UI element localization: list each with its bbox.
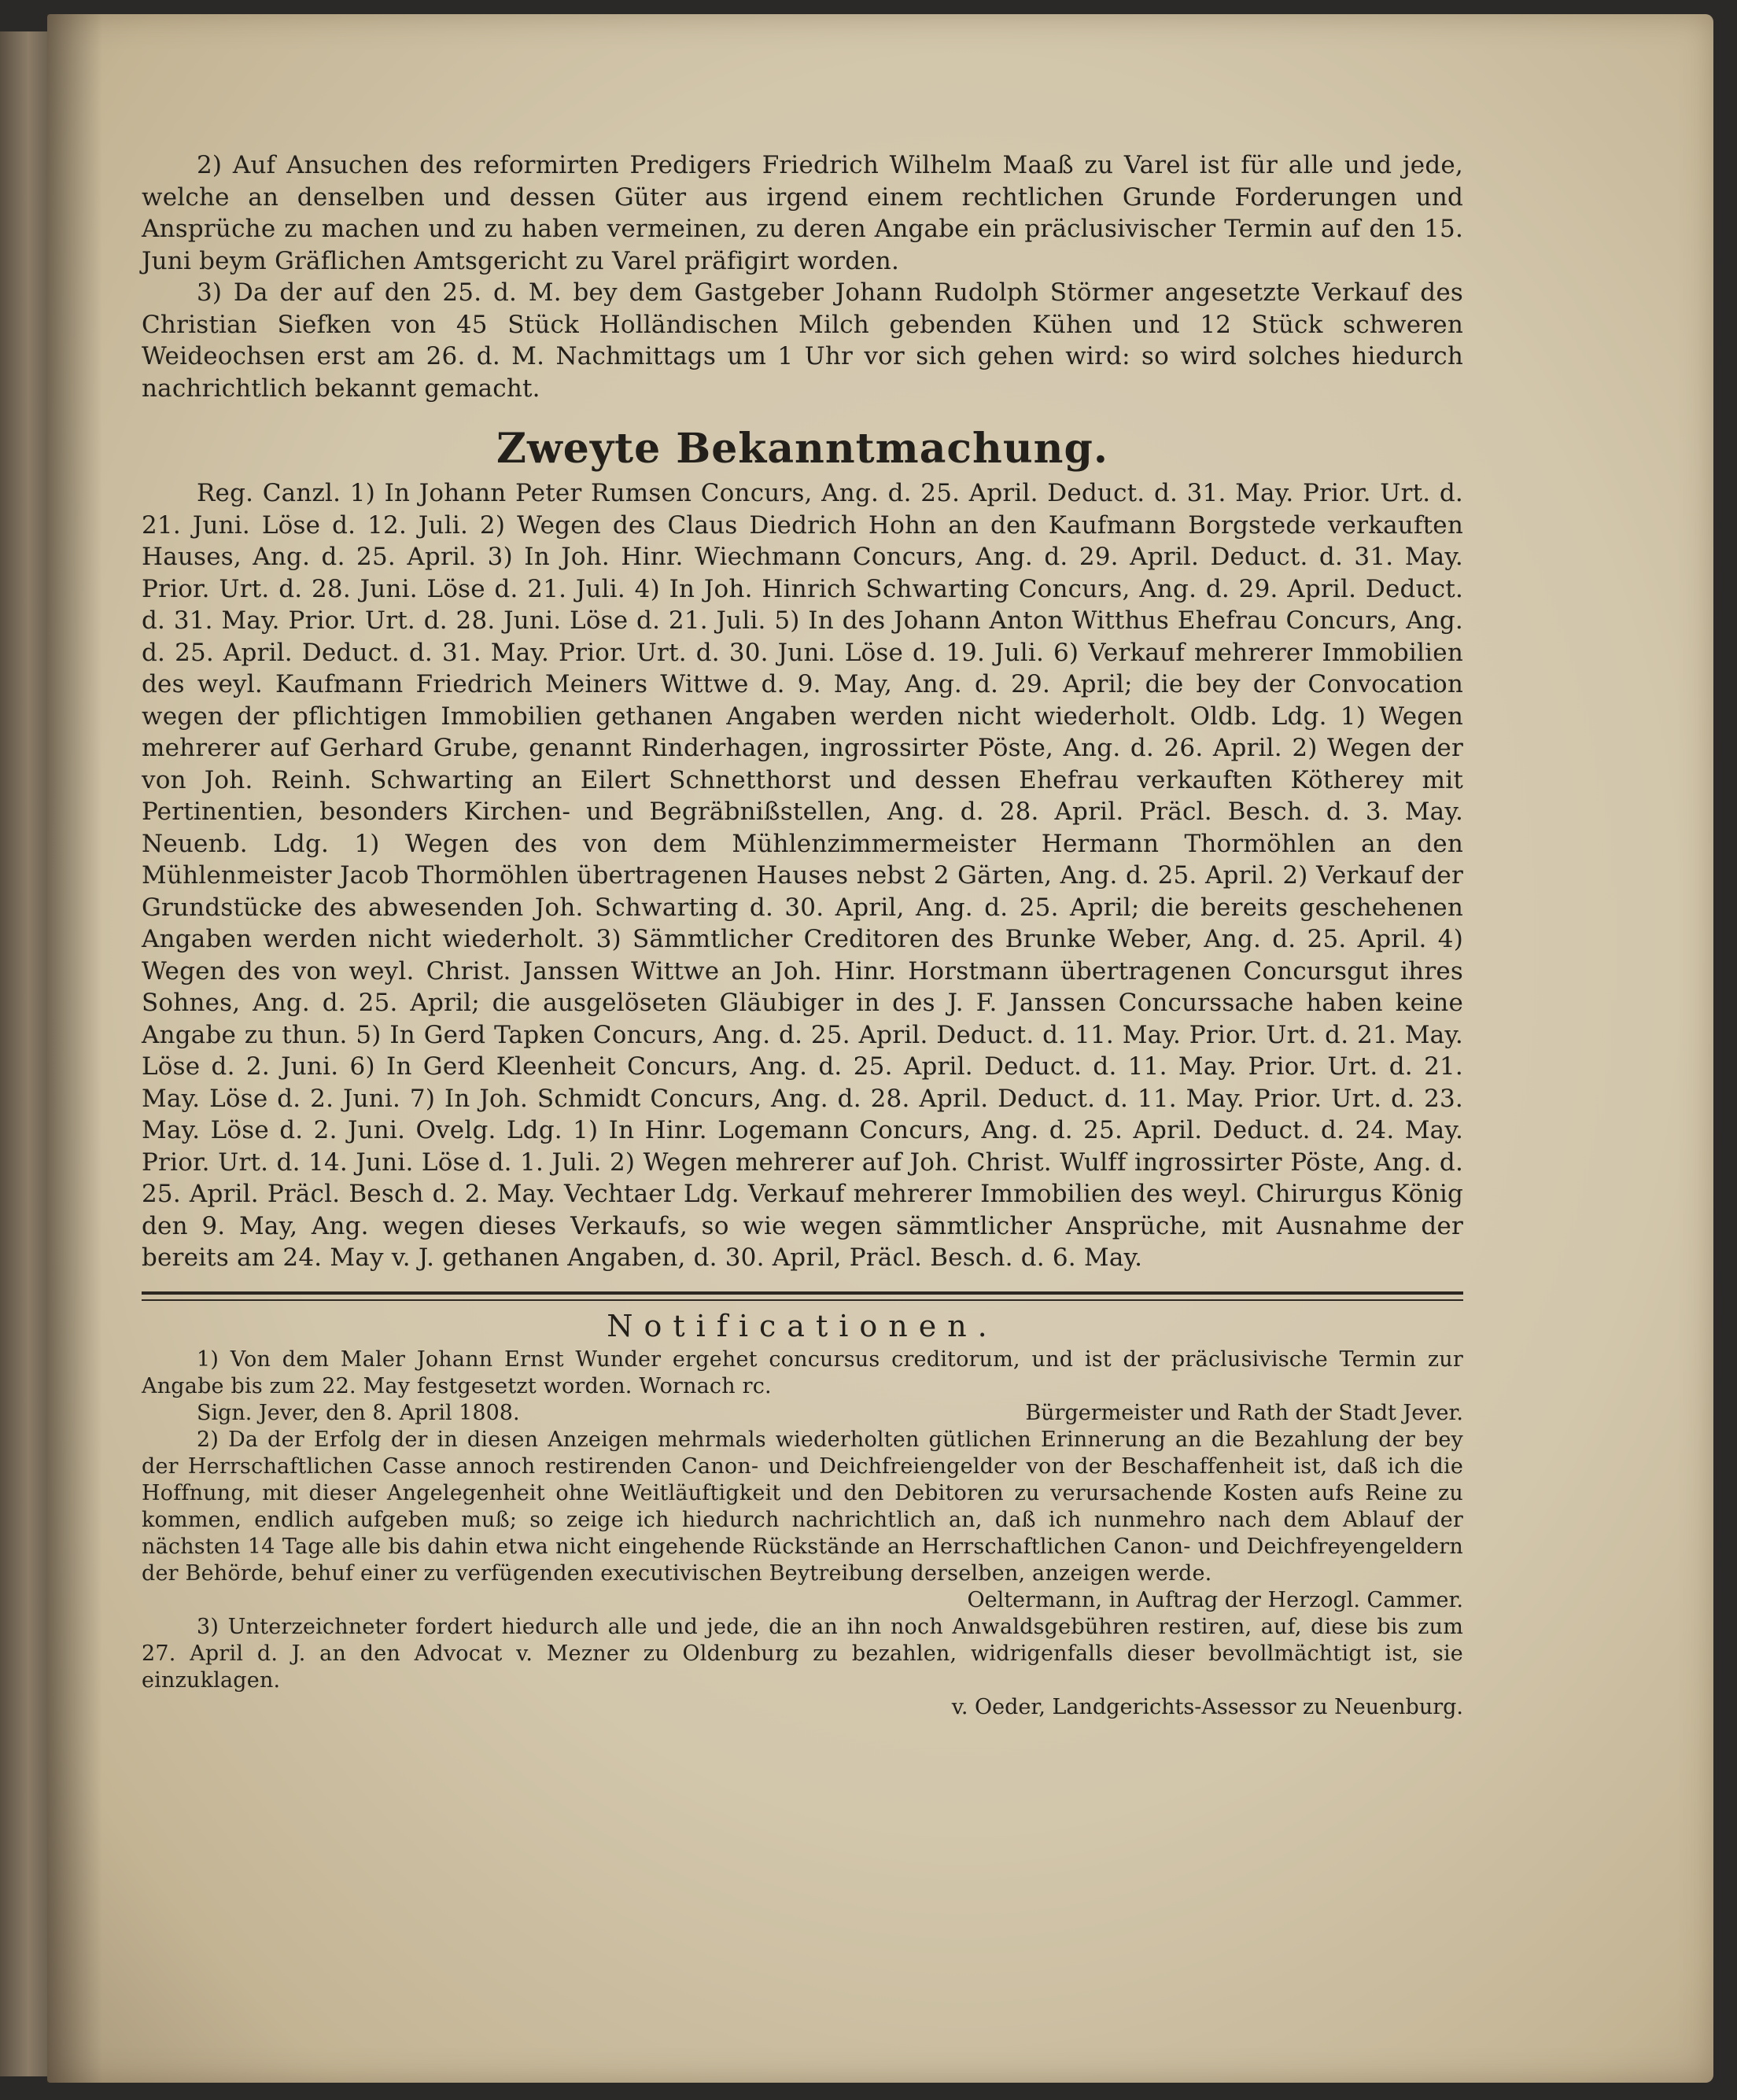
- notice-paragraph-2: 2) Auf Ansuchen des reformirten Predigers Friedrich Wilhelm Maaß zu Varel ist für alle und jede, welche an denselben und dessen Güter aus irgend einem rechtlichen Grunde Forderungen und Ansprüche zu machen und zu haben vermeinen, zu deren Angabe ein präclusivischer Termin auf den 15. Juni beym Gräflichen Amtsgericht zu Varel präfigirt worden.: [142, 151, 1463, 275]
- notification-1-signature: [142, 1400, 1463, 1427]
- section-body: Reg. Canzl. 1) In Johann Peter Rumsen Concurs, Ang. d. 25. April. Deduct. d. 31. May. Prior. Urt. d. 21. Juni. Löse d. 12. Juli. 2) Wegen des Claus Diedrich Hohn an den Kaufmann Borgstede verkauften Hauses, Ang. d. 25. April. 3) In Joh. Hinr. Wiechmann Concurs, Ang. d. 29. April. Deduct. d. 31. May. Prior. Urt. d. 28. Juni. Löse d. 21. Juli. 4) In Joh. Hinrich Schwarting Concurs, Ang. d. 29. April. Deduct. d. 31. May. Prior. Urt. d. 28. Juni. Löse d. 21. Juli. 5) In des Johann Anton Witthus Ehefrau Concurs, Ang. d. 25. April. Deduct. d. 31. May. Prior. Urt. d. 30. Juni. Löse d. 19. Juli. 6) Verkauf mehrerer Immobilien des weyl. Kaufmann Friedrich Meiners Wittwe d. 9. May, Ang. d. 29. April; die bey der Convocation wegen der pflichtigen Immobilien gethanen Angaben werden nicht wiederholt. Oldb. Ldg. 1) Wegen mehrerer auf Gerhard Grube, genannt Rinderhagen, ingrossirter Pöste, Ang. d. 26. April. 2) Wegen der von Joh. Reinh. Schwarting an Eilert Schnetthorst und dessen Ehefrau verkauften Kötherey mit Pertinentien, besonders Kirchen- und Begräbnißstellen, Ang. d. 28. April. Präcl. Besch. d. 3. May. Neuenb. Ldg. 1) Wegen des von dem Mühlenzimmermeister Hermann Thormöhlen an den Mühlenmeister Jacob Thormöhlen übertragenen Hauses nebst 2 Gärten, Ang. d. 25. April. 2) Verkauf der Grundstücke des abwesenden Joh. Schwarting d. 30. April, Ang. d. 25. April; die bereits geschehenen Angaben werden nicht wiederholt. 3) Sämmtlicher Creditoren des Brunke Weber, Ang. d. 25. April. 4) Wegen des von weyl. Christ. Janssen Wittwe an Joh. Hinr. Horstmann übertragenen Concursgut ihres Sohnes, Ang. d. 25. April; die ausgelöseten Gläubiger in des J. F. Janssen Concurssache haben keine Angabe zu thun. 5) In Gerd Tapken Concurs, Ang. d. 25. April. Deduct. d. 11. May. Prior. Urt. d. 21. May. Löse d. 2. Juni. 6) In Gerd Kleenheit Concurs, Ang. d. 25. April. Deduct. d. 11. May. Prior. Urt. d. 21. May. Löse d. 2. Juni. 7) In Joh. Schmidt Concurs, Ang. d. 28. April. Deduct. d. 11. May. Prior. Urt. d. 23. May. Löse d. 2. Juni. Ovelg. Ldg. 1) In Hinr. Logemann Concurs, Ang. d. 25. April. Deduct. d. 24. May. Prior. Urt. d. 14. Juni. Löse d. 1. Juli. 2) Wegen mehrerer auf Joh. Christ. Wulff ingrossirter Pöste, Ang. d. 25. April. Präcl. Besch d. 2. May. Vechtaer Ldg. Verkauf mehrerer Immobilien des weyl. Chirurgus König den 9. May, Ang. wegen dieses Verkaufs, so wie wegen sämmtlicher Ansprüche, mit Ausnahme der bereits am 24. May v. J. gethanen Angaben, d. 30. April, Präcl. Besch. d. 6. May.: [142, 479, 1463, 1272]
- left-page-edge: [0, 31, 47, 2076]
- notifications-heading: Notificationen.: [607, 1308, 998, 1343]
- page-content: [142, 149, 1463, 1721]
- notice-paragraph-3: 3) Da der auf den 25. d. M. bey dem Gastgeber Johann Rudolph Störmer angesetzte Verkauf des Christian Siefken von 45 Stück Holländischen Milch gebenden Kühen und 12 Stück schweren Weideochsen erst am 26. d. M. Nachmittags um 1 Uhr vor sich gehen wird: so wird solches hiedurch nachrichtlich bekannt gemacht.: [142, 278, 1463, 403]
- notification-1-signatory: Bürgermeister und Rath der Stadt Jever.: [1025, 1400, 1463, 1425]
- notification-2-signature: [142, 1587, 1463, 1614]
- notification-3: 3) Unterzeichneter fordert hiedurch alle und jede, die an ihn noch Anwaldsgebühren restiren, auf, diese bis zum 27. April d. J. an den Advocat v. Mezner zu Oldenburg zu bezahlen, widrigenfalls dieser bevollmächtigt ist, sie einzuklagen.: [142, 1614, 1463, 1693]
- notification-1-place-date: Sign. Jever, den 8. April 1808.: [197, 1400, 520, 1425]
- notification-2: 2) Da der Erfolg der in diesen Anzeigen mehrmals wiederholten gütlichen Erinnerung an die Bezahlung der bey der Herrschaftlichen Casse annoch restirenden Canon- und Deichfreiengelder von der Beschaffenheit ist, daß ich die Hoffnung, mit dieser Angelegenheit ohne Weitläuftigkeit und den Debitoren zu verursachende Kosten aufs Reine zu kommen, endlich aufgeben muß; so zeige ich hiedurch nachrichtlich an, daß ich nunmehro nach dem Ablauf der nächsten 14 Tage alle bis dahin etwa nicht eingehende Rückstände an Herrschaftlichen Canon- und Deichfreyengeldern der Behörde, behuf einer zu verfügenden executivischen Beytreibung derselben, anzeigen werde.: [142, 1427, 1463, 1586]
- notifications-block: [142, 1347, 1463, 1721]
- notification-2-signatory: Oeltermann, in Auftrag der Herzogl. Cammer.: [967, 1587, 1463, 1612]
- section-heading: Zweyte Bekanntmachung.: [496, 425, 1108, 473]
- page-gutter-shadow: [47, 14, 102, 2083]
- notification-3-signature: [142, 1694, 1463, 1721]
- section-divider: [142, 1291, 1463, 1301]
- notification-1: 1) Von dem Maler Johann Ernst Wunder ergehet concursus creditorum, und ist der präclusivische Termin zur Angabe bis zum 22. May festgesetzt worden. Wornach rc.: [142, 1347, 1463, 1398]
- notification-3-signatory: v. Oeder, Landgerichts-Assessor zu Neuenburg.: [951, 1694, 1463, 1719]
